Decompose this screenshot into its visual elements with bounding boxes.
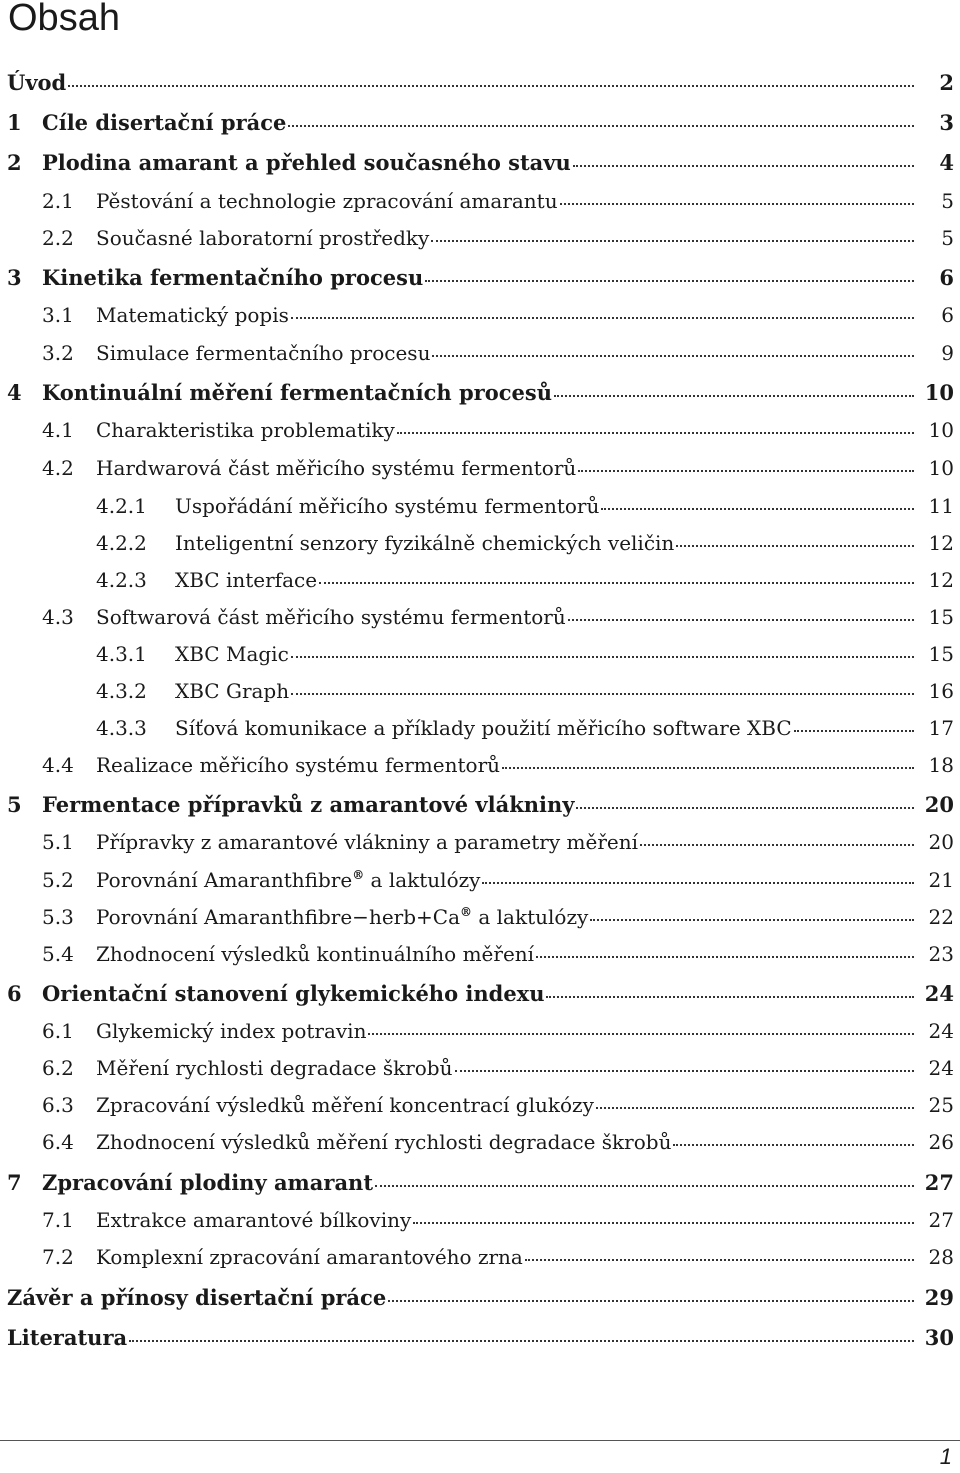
toc-entry-title	[96, 226, 429, 250]
toc-entry-number: 6	[7, 981, 22, 1006]
toc-entry-title	[42, 981, 544, 1006]
toc-entry-title-text: XBC Magic	[175, 642, 289, 666]
toc-entry[interactable]	[0, 418, 960, 442]
toc-entry[interactable]	[0, 568, 960, 592]
toc-entry[interactable]	[0, 905, 960, 929]
toc-entry-title	[96, 1130, 671, 1154]
dot-leader	[455, 1070, 915, 1072]
toc-entry-page: 3	[939, 110, 954, 135]
toc-entry-title	[175, 494, 599, 518]
toc-entry[interactable]	[0, 110, 960, 135]
toc-entry-number: 3.1	[42, 303, 74, 327]
toc-entry[interactable]	[0, 494, 960, 518]
dot-leader	[291, 693, 914, 695]
toc-entry-page: 20	[924, 792, 954, 817]
toc-entry[interactable]	[0, 70, 960, 95]
dot-leader	[413, 1222, 914, 1224]
toc-entry-title	[96, 418, 395, 442]
toc-entry-number: 5.2	[42, 868, 74, 892]
dot-leader	[546, 996, 914, 998]
toc-entry-title	[96, 1019, 366, 1043]
toc-entry-page: 25	[928, 1093, 954, 1117]
toc-entry-page: 15	[928, 642, 954, 666]
toc-entry-title-text: Komplexní zpracování amarantového zrna	[96, 1245, 523, 1269]
toc-entry[interactable]	[0, 150, 960, 175]
dot-leader	[576, 807, 914, 809]
dot-leader	[68, 85, 914, 87]
toc-entry-number: 4.2	[42, 456, 74, 480]
toc-entry-title-text: Hardwarová část měřicího systému fermentorů	[96, 456, 577, 480]
toc-entry[interactable]	[0, 1285, 960, 1310]
toc-entry-title-text: Matematický popis	[96, 303, 289, 327]
toc-entry-title-text: XBC interface	[175, 568, 318, 592]
dot-leader	[573, 165, 914, 167]
toc-entry[interactable]	[0, 942, 960, 966]
dot-leader	[502, 767, 914, 769]
toc-entry-page: 27	[928, 1208, 954, 1232]
toc-entry-page: 27	[924, 1170, 954, 1195]
toc-entry-number: 7	[7, 1170, 22, 1195]
toc-entry[interactable]	[0, 716, 960, 740]
toc-entry-number: 7.1	[42, 1208, 74, 1232]
toc-entry-title-text: Glykemický index potravin	[96, 1019, 367, 1043]
toc-entry[interactable]	[0, 189, 960, 213]
toc-entry-title-text: Měření rychlosti degradace škrobů	[96, 1056, 453, 1080]
dot-leader	[536, 956, 914, 958]
toc-entry-page: 24	[928, 1056, 954, 1080]
dot-leader	[560, 203, 914, 205]
toc-entry-number: 5.1	[42, 830, 74, 854]
toc-entry-number: 4.2.3	[96, 568, 147, 592]
dot-leader	[397, 432, 914, 434]
toc-entry-page: 5	[941, 189, 954, 213]
toc-entry-page: 9	[941, 341, 954, 365]
dot-leader	[525, 1259, 914, 1261]
toc-entry-title-text: Softwarová část měřicího systému fermentorů	[96, 605, 566, 629]
toc-entry-title	[96, 1245, 523, 1269]
toc-entry-title	[7, 1285, 386, 1310]
toc-entry-page: 4	[939, 150, 954, 175]
toc-entry-page: 12	[928, 568, 954, 592]
toc-entry-title-text: Pěstování a technologie zpracování amarantu	[96, 189, 558, 213]
toc-entry-title	[96, 1093, 594, 1117]
toc-entry-page: 2	[939, 70, 954, 95]
toc-entry[interactable]	[0, 303, 960, 327]
toc-entry-page: 17	[928, 716, 954, 740]
toc-entry-title-text: Přípravky z amarantové vlákniny a parametry měření	[96, 830, 638, 854]
toc-entry-number: 3.2	[42, 341, 74, 365]
dot-leader	[431, 240, 914, 242]
registered-mark: ®	[460, 905, 473, 919]
dot-leader	[676, 545, 914, 547]
toc-entry-title-text: Síťová komunikace a příklady použití měřicího software XBC	[175, 716, 792, 740]
toc-entry-title	[42, 265, 423, 290]
toc-entry-page: 30	[924, 1325, 954, 1350]
toc-entry-title-text: Kinetika fermentačního procesu	[42, 265, 424, 290]
toc-entry-title	[42, 380, 552, 405]
toc-entry-title	[96, 189, 558, 213]
toc-entry-page: 11	[928, 494, 954, 518]
toc-entry[interactable]	[0, 753, 960, 777]
toc-entry-title-text: Kontinuální měření fermentačních procesů	[42, 380, 552, 405]
toc-entry-number: 6.2	[42, 1056, 74, 1080]
toc-entry-page: 28	[928, 1245, 954, 1269]
toc-entry-number: 4.4	[42, 753, 74, 777]
toc-entry[interactable]	[0, 1208, 960, 1232]
toc-entry[interactable]	[0, 868, 960, 892]
toc-entry[interactable]	[0, 981, 960, 1006]
dot-leader	[482, 882, 914, 884]
toc-entry-title	[42, 792, 574, 817]
dot-leader	[640, 844, 914, 846]
toc-entry[interactable]	[0, 605, 960, 629]
toc-entry-page: 23	[928, 942, 954, 966]
toc-entry-title	[7, 1325, 127, 1350]
toc-entry-title-suffix: a laktulózy	[472, 905, 589, 929]
toc-entry-number: 2.2	[42, 226, 74, 250]
toc-entry-title-text: Cíle disertační práce	[42, 110, 287, 135]
toc-entry-page: 10	[928, 418, 954, 442]
page-title: Obsah	[8, 0, 120, 39]
toc-entry-number: 3	[7, 265, 22, 290]
toc-entry-title	[42, 1170, 373, 1195]
toc-entry-title-text: Plodina amarant a přehled současného stavu	[42, 150, 571, 175]
toc-entry-number: 2	[7, 150, 22, 175]
toc-entry-title	[96, 905, 588, 929]
toc-entry[interactable]	[0, 531, 960, 555]
dot-leader	[794, 730, 914, 732]
toc-entry[interactable]	[0, 341, 960, 365]
dot-leader	[291, 656, 914, 658]
toc-entry-title-text: Porovnání Amaranthfibre	[96, 868, 353, 892]
toc-entry-page: 18	[928, 753, 954, 777]
toc-entry-page: 26	[928, 1130, 954, 1154]
toc-entry-page: 29	[924, 1285, 954, 1310]
toc-entry-page: 10	[924, 380, 954, 405]
toc-entry-title-text: Zpracování výsledků měření koncentrací glukózy	[96, 1093, 594, 1117]
dot-leader	[319, 582, 914, 584]
toc-entry-number: 4.3.3	[96, 716, 147, 740]
toc-entry-title-text: Úvod	[7, 70, 67, 95]
toc-entry-page: 5	[941, 226, 954, 250]
dot-leader	[554, 395, 914, 397]
toc-entry-page: 22	[928, 905, 954, 929]
toc-entry-title-text: Charakteristika problematiky	[96, 418, 395, 442]
dot-leader	[375, 1185, 914, 1187]
toc-entry-title-suffix: a laktulózy	[364, 868, 481, 892]
dot-leader	[601, 508, 914, 510]
toc-entry-number: 4.3.2	[96, 679, 147, 703]
toc-entry[interactable]	[0, 265, 960, 290]
toc-entry-title	[175, 679, 289, 703]
toc-entry-title-text: Závěr a přínosy disertační práce	[7, 1285, 387, 1310]
dot-leader	[291, 317, 914, 319]
toc-entry-title	[175, 716, 792, 740]
dot-leader	[432, 355, 914, 357]
toc-entry-number: 5	[7, 792, 22, 817]
toc-entry-title	[96, 868, 480, 892]
toc-entry-title-text: Zpracování plodiny amarant	[42, 1170, 374, 1195]
toc-entry[interactable]	[0, 380, 960, 405]
toc-entry-number: 6.4	[42, 1130, 74, 1154]
toc-entry-title	[96, 303, 289, 327]
toc-entry[interactable]	[0, 1093, 960, 1117]
toc-entry[interactable]	[0, 1170, 960, 1195]
toc-entry-title-text: Inteligentní senzory fyzikálně chemických veličin	[175, 531, 675, 555]
toc-entry-number: 7.2	[42, 1245, 74, 1269]
toc-entry-number: 4.3.1	[96, 642, 147, 666]
dot-leader	[425, 280, 914, 282]
toc-entry-number: 2.1	[42, 189, 74, 213]
toc-entry[interactable]	[0, 792, 960, 817]
toc-entry-title-text: Současné laboratorní prostředky	[96, 226, 430, 250]
toc-entry-number: 4	[7, 380, 22, 405]
toc-entry-page: 12	[928, 531, 954, 555]
toc-entry-title	[175, 568, 317, 592]
toc-entry-title	[96, 753, 500, 777]
toc-entry[interactable]	[0, 830, 960, 854]
toc-entry-title-text: Zhodnocení výsledků měření rychlosti degradace škrobů	[96, 1130, 672, 1154]
toc-entry-number: 5.3	[42, 905, 74, 929]
toc-entry-page: 21	[928, 868, 954, 892]
toc-entry-title-text: Simulace fermentačního procesu	[96, 341, 431, 365]
toc-entry-title	[96, 942, 534, 966]
toc-entry[interactable]	[0, 679, 960, 703]
toc-entry-title-text: Porovnání Amaranthfibre−herb+Ca	[96, 905, 461, 929]
dot-leader	[288, 125, 914, 127]
dot-leader	[129, 1340, 914, 1342]
toc-entry-page: 15	[928, 605, 954, 629]
footer-divider	[0, 1440, 960, 1441]
toc-entry-title-text: XBC Graph	[175, 679, 290, 703]
toc-entry-title	[96, 456, 576, 480]
toc-entry-title	[96, 830, 638, 854]
registered-mark: ®	[352, 868, 365, 882]
toc-entry-title-text: Orientační stanovení glykemického indexu	[42, 981, 545, 1006]
toc-entry-title	[175, 642, 289, 666]
toc-entry-number: 1	[7, 110, 22, 135]
page-number: 1	[939, 1444, 952, 1469]
toc-entry[interactable]	[0, 642, 960, 666]
toc-entry-title	[42, 150, 571, 175]
dot-leader	[368, 1033, 914, 1035]
toc-entry-title	[96, 341, 430, 365]
toc-entry[interactable]	[0, 226, 960, 250]
toc-entry[interactable]	[0, 1019, 960, 1043]
dot-leader	[388, 1300, 914, 1302]
toc-entry[interactable]	[0, 1056, 960, 1080]
toc-entry-title	[96, 605, 566, 629]
toc-entry-number: 4.2.1	[96, 494, 147, 518]
dot-leader	[596, 1107, 914, 1109]
toc-entry[interactable]	[0, 1325, 960, 1350]
toc-entry[interactable]	[0, 1245, 960, 1269]
toc-entry-title	[175, 531, 674, 555]
toc-entry-page: 20	[928, 830, 954, 854]
toc-entry-page: 6	[941, 303, 954, 327]
toc-entry-title-text: Extrakce amarantové bílkoviny	[96, 1208, 412, 1232]
dot-leader	[590, 919, 914, 921]
toc-entry-title	[96, 1056, 453, 1080]
toc-entry-page: 16	[928, 679, 954, 703]
toc-entry-title	[7, 70, 66, 95]
dot-leader	[568, 619, 914, 621]
toc-entry-number: 4.1	[42, 418, 74, 442]
toc-entry-number: 4.2.2	[96, 531, 147, 555]
toc-entry-title-text: Realizace měřicího systému fermentorů	[96, 753, 501, 777]
dot-leader	[578, 470, 914, 472]
toc-entry-title	[42, 110, 286, 135]
toc-entry-page: 24	[924, 981, 954, 1006]
toc-entry-page: 24	[928, 1019, 954, 1043]
toc-entry[interactable]	[0, 456, 960, 480]
toc-entry-title-text: Literatura	[7, 1325, 128, 1350]
toc-entry-number: 4.3	[42, 605, 74, 629]
toc-entry-page: 10	[928, 456, 954, 480]
toc-entry-title-text: Zhodnocení výsledků kontinuálního měření	[96, 942, 535, 966]
toc-entry[interactable]	[0, 1130, 960, 1154]
toc-entry-page: 6	[939, 265, 954, 290]
toc-entry-title-text: Fermentace přípravků z amarantové vlákniny	[42, 792, 575, 817]
toc-entry-number: 6.1	[42, 1019, 74, 1043]
toc-entry-number: 5.4	[42, 942, 74, 966]
toc-entry-title-text: Uspořádání měřicího systému fermentorů	[175, 494, 600, 518]
toc-entry-title	[96, 1208, 411, 1232]
toc-entry-number: 6.3	[42, 1093, 74, 1117]
dot-leader	[673, 1144, 914, 1146]
